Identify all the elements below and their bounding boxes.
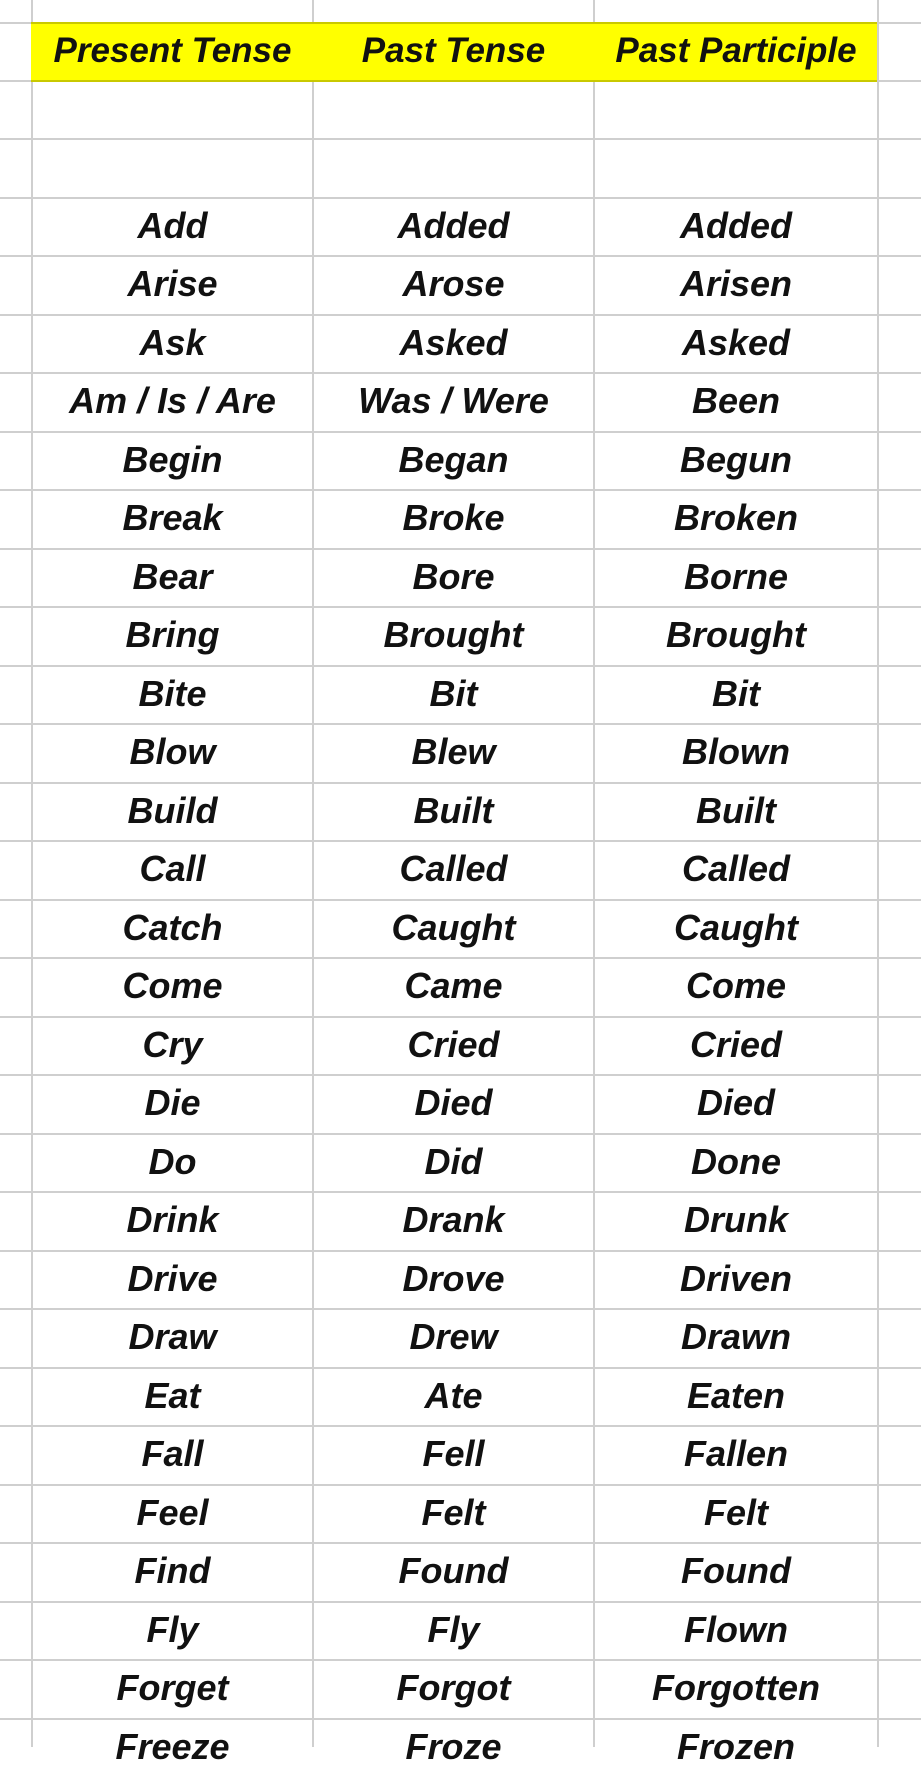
grid-row-line [0,138,921,140]
cell-past-tense[interactable]: Brought [383,614,524,655]
cell-past-tense[interactable]: Bore [412,556,495,597]
cell-present-tense[interactable]: Arise [127,263,218,304]
cell-past-participle[interactable]: Fallen [683,1433,789,1474]
cell-present-tense[interactable]: Build [127,790,218,831]
cell-past-tense[interactable]: Called [399,848,508,889]
cell-present-tense[interactable]: Drink [126,1199,219,1240]
cell-past-tense[interactable]: Died [414,1082,493,1123]
cell-present-tense[interactable]: Draw [128,1316,217,1357]
cell-present-tense[interactable]: Feel [136,1492,209,1533]
cell-past-tense[interactable]: Arose [402,263,505,304]
cell-past-tense[interactable]: Froze [405,1726,502,1767]
cell-past-tense[interactable]: Drank [402,1199,505,1240]
cell-past-tense[interactable]: Found [398,1550,509,1591]
cell-past-participle[interactable]: Broken [673,497,799,538]
cell-present-tense[interactable]: Find [134,1550,211,1591]
header-past-participle[interactable]: Past Participle [615,31,857,70]
cell-present-tense[interactable]: Fly [146,1609,199,1650]
cell-past-participle[interactable]: Bit [712,673,760,714]
cell-present-tense[interactable]: Ask [139,322,206,363]
cell-past-tense[interactable]: Did [424,1141,483,1182]
cell-past-participle[interactable]: Arisen [679,263,793,304]
cell-past-participle[interactable]: Eaten [686,1375,786,1416]
cell-past-participle[interactable]: Felt [703,1492,768,1533]
cell-past-participle[interactable]: Died [696,1082,775,1123]
cell-past-participle[interactable]: Been [691,380,781,421]
cell-past-participle[interactable]: Borne [683,556,788,597]
cell-past-participle[interactable]: Cried [689,1024,783,1065]
cell-past-participle[interactable]: Done [691,1141,781,1182]
cell-present-tense[interactable]: Blow [129,731,216,772]
header-past-tense[interactable]: Past Tense [361,31,546,70]
cell-past-tense[interactable]: Felt [421,1492,486,1533]
cell-present-tense[interactable]: Fall [141,1433,204,1474]
cell-past-participle[interactable]: Asked [681,322,791,363]
cell-past-tense[interactable]: Drove [402,1258,505,1299]
cell-present-tense[interactable]: Do [148,1141,197,1182]
cell-past-tense[interactable]: Drew [409,1316,498,1357]
cell-past-participle[interactable]: Drunk [683,1199,788,1240]
cell-past-participle[interactable]: Built [696,790,776,831]
cell-past-participle[interactable]: Caught [674,907,798,948]
cell-past-participle[interactable]: Called [681,848,791,889]
cell-past-tense[interactable]: Came [404,965,503,1006]
cell-present-tense[interactable]: Eat [144,1375,201,1416]
cell-past-participle[interactable]: Blown [682,731,790,772]
cell-present-tense[interactable]: Drive [127,1258,218,1299]
cell-present-tense[interactable]: Die [144,1082,201,1123]
cell-past-participle[interactable]: Flown [684,1609,788,1650]
cell-past-tense[interactable]: Forgot [396,1667,511,1708]
cell-past-participle[interactable]: Brought [666,614,806,655]
cell-present-tense[interactable]: Bring [125,614,220,655]
cell-past-tense[interactable]: Broke [402,497,505,538]
cell-past-tense[interactable]: Cried [407,1024,500,1065]
cell-past-tense[interactable]: Began [398,439,509,480]
cell-past-tense[interactable]: Added [397,205,510,246]
cell-present-tense[interactable]: Call [139,848,206,889]
cell-past-participle[interactable]: Found [681,1550,791,1591]
cell-past-participle[interactable]: Come [685,965,787,1006]
cell-past-tense[interactable]: Asked [399,322,508,363]
cell-past-participle[interactable]: Forgotten [652,1667,820,1708]
cell-past-tense[interactable]: Fly [427,1609,480,1650]
header-border-bottom [31,80,877,82]
cell-present-tense[interactable]: Add [137,205,208,246]
cell-past-participle[interactable]: Driven [679,1258,793,1299]
cell-present-tense[interactable]: Forget [116,1667,229,1708]
cell-present-tense[interactable]: Am / Is / Are [69,380,276,421]
cell-present-tense[interactable]: Cry [142,1024,203,1065]
cell-present-tense[interactable]: Freeze [115,1726,230,1767]
cell-past-tense[interactable]: Bit [429,673,478,714]
cell-past-tense[interactable]: Was / Were [358,380,549,421]
cell-past-participle[interactable]: Frozen [676,1726,795,1767]
cell-present-tense[interactable]: Bear [132,556,213,597]
header-present-tense[interactable]: Present Tense [53,31,292,70]
cell-present-tense[interactable]: Come [122,965,223,1006]
cell-present-tense[interactable]: Begin [122,439,223,480]
cell-past-tense[interactable]: Fell [422,1433,485,1474]
cell-present-tense[interactable]: Bite [138,673,207,714]
cell-past-tense[interactable]: Blew [411,731,496,772]
cell-past-participle[interactable]: Added [680,205,792,246]
cell-past-tense[interactable]: Caught [391,907,516,948]
cell-present-tense[interactable]: Break [122,497,223,538]
cell-present-tense[interactable]: Catch [122,907,223,948]
cell-past-participle[interactable]: Drawn [680,1316,792,1357]
cell-past-tense[interactable]: Built [413,790,494,831]
cell-past-participle[interactable]: Begun [680,439,792,480]
cell-past-tense[interactable]: Ate [424,1375,483,1416]
